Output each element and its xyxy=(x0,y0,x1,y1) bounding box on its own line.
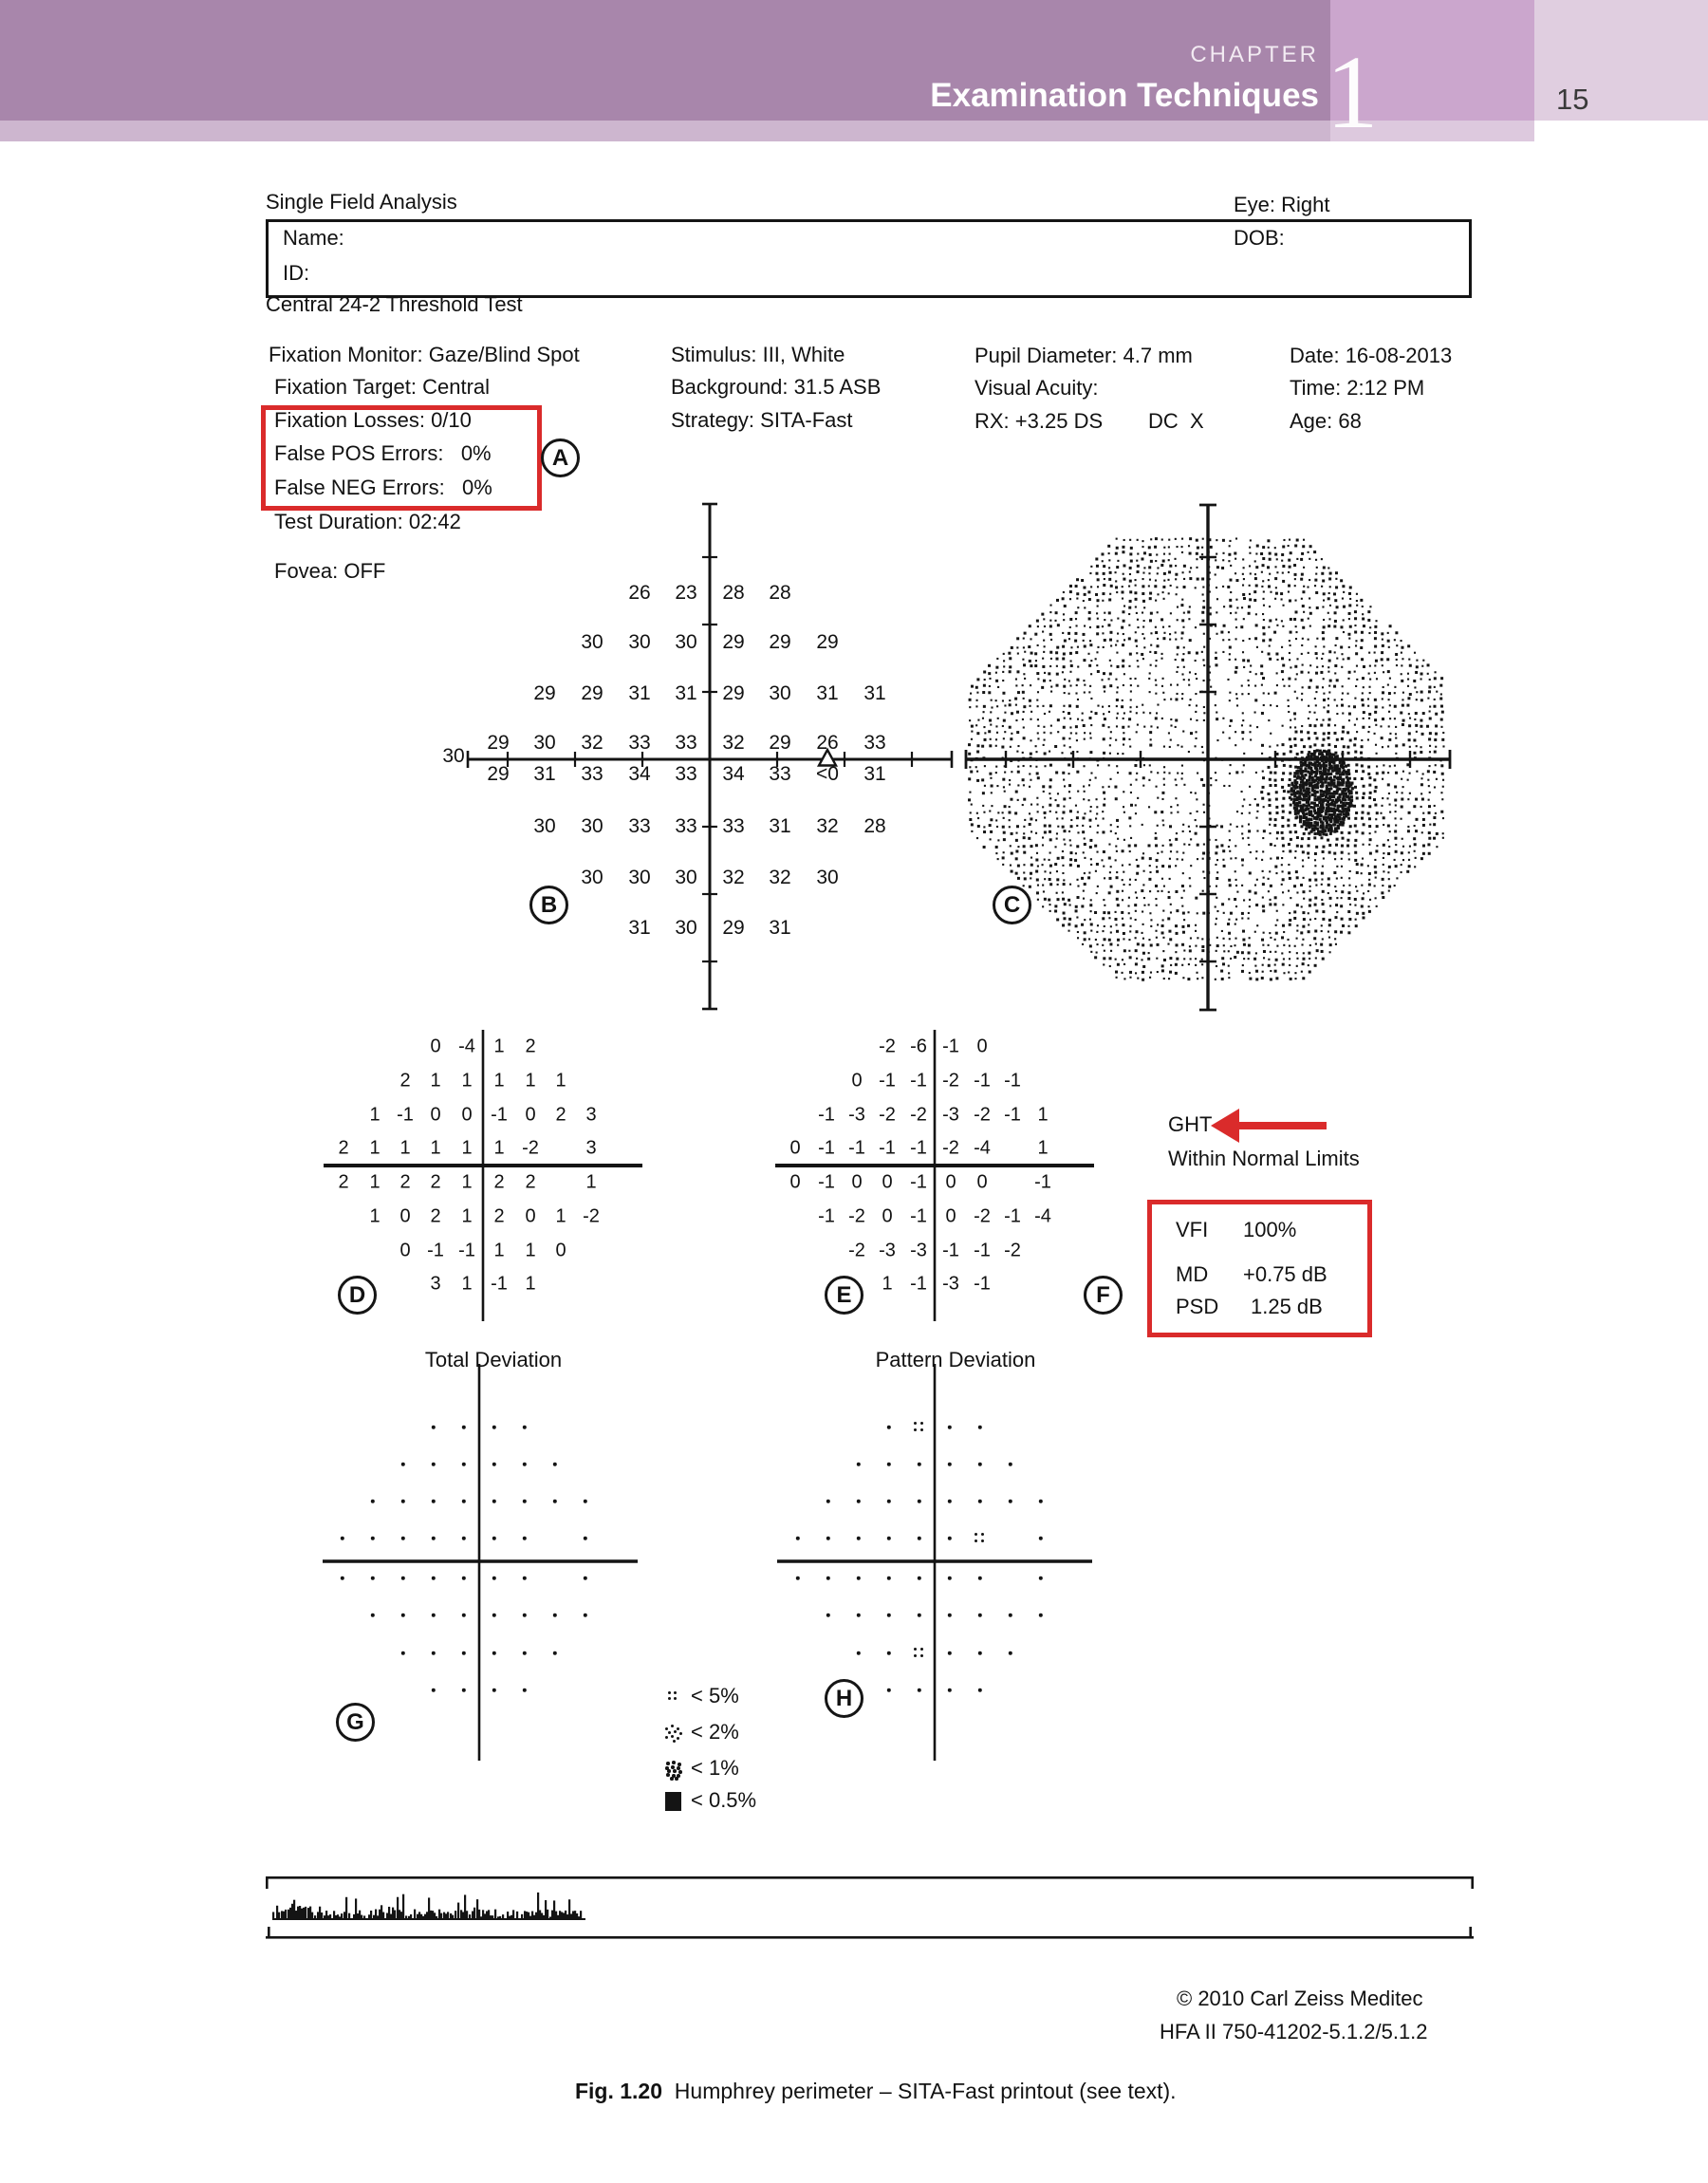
param-strategy: Strategy: SITA-Fast xyxy=(671,408,853,432)
grid-value: -2 xyxy=(522,1137,539,1159)
grid-value: -3 xyxy=(848,1104,865,1126)
patient-box xyxy=(266,219,1472,298)
grid-value: 1 xyxy=(525,1273,536,1295)
annotation-f: F xyxy=(1084,1276,1123,1315)
grid-value: 32 xyxy=(769,867,791,888)
grid-value: -2 xyxy=(583,1205,600,1227)
grid-value: -1 xyxy=(491,1104,508,1126)
chapter-label: CHAPTER xyxy=(1190,42,1319,67)
annotation-h: H xyxy=(825,1679,863,1718)
grid-value: 2 xyxy=(525,1171,536,1193)
grid-value: 31 xyxy=(769,917,791,939)
probability-p5-symbol xyxy=(975,1533,986,1544)
figure-caption xyxy=(380,2052,1347,2131)
figure-caption-number: Fig. 1.20 xyxy=(574,2078,663,2103)
grid-value: 0 xyxy=(525,1104,536,1126)
grid-value: 2 xyxy=(555,1104,566,1126)
grid-value: 29 xyxy=(769,732,791,754)
grid-value: 29 xyxy=(487,732,510,754)
grid-value: 33 xyxy=(863,732,886,754)
grid-value: 0 xyxy=(430,1036,441,1057)
grid-value: 29 xyxy=(722,917,745,939)
grid-value: -2 xyxy=(910,1104,927,1126)
grid-value: 0 xyxy=(430,1104,441,1126)
grid-value: -1 xyxy=(942,1036,959,1057)
grid-value: 0 xyxy=(399,1240,411,1261)
grid-value: 1 xyxy=(369,1205,381,1227)
grid-value: 30 xyxy=(533,815,556,837)
grid-value: 1 xyxy=(493,1137,505,1159)
grid-value: 31 xyxy=(675,682,697,704)
grid-value: -3 xyxy=(942,1104,959,1126)
grid-value: -1 xyxy=(910,1171,927,1193)
grid-value: -3 xyxy=(879,1240,896,1261)
grid-value: -1 xyxy=(879,1137,896,1159)
reliability-highlight-box xyxy=(261,405,542,511)
grid-value: -1 xyxy=(879,1070,896,1092)
grid-value: 0 xyxy=(882,1171,893,1193)
param-stimulus: Stimulus: III, White xyxy=(671,343,845,366)
annotation-a: A xyxy=(541,438,580,477)
grid-value: 1 xyxy=(430,1070,441,1092)
grid-value: -1 xyxy=(974,1273,991,1295)
legend-p2-symbol xyxy=(664,1724,683,1743)
grid-value: 28 xyxy=(769,582,791,604)
legend-p1-label: < 1% xyxy=(691,1756,739,1780)
grid-value: -1 xyxy=(1004,1104,1021,1126)
param-age: Age: 68 xyxy=(1290,409,1362,433)
grid-value: 1 xyxy=(525,1070,536,1092)
footer-device: HFA II 750-41202-5.1.2/5.1.2 xyxy=(1160,2020,1428,2043)
grid-value: 29 xyxy=(487,763,510,785)
grid-value: 31 xyxy=(628,682,651,704)
grid-value: -1 xyxy=(910,1205,927,1227)
grid-value: 30 xyxy=(581,815,603,837)
grid-value: -2 xyxy=(879,1036,896,1057)
grid-value: -1 xyxy=(491,1273,508,1295)
grid-value: 32 xyxy=(581,732,603,754)
grid-value: 1 xyxy=(461,1273,473,1295)
param-date: Date: 16-08-2013 xyxy=(1290,344,1453,367)
grid-value: 32 xyxy=(722,732,745,754)
grid-value: -1 xyxy=(427,1240,444,1261)
param-fixation-target: Fixation Target: Central xyxy=(274,375,491,399)
footer-copyright: © 2010 Carl Zeiss Meditec xyxy=(1177,1987,1423,2010)
probability-p5-symbol xyxy=(914,1648,925,1659)
ght-result: Within Normal Limits xyxy=(1168,1147,1360,1170)
grid-value: 2 xyxy=(338,1137,349,1159)
grid-value: 23 xyxy=(675,582,697,604)
chapter-title: Examination Techniques xyxy=(930,77,1319,114)
grid-value: -1 xyxy=(942,1240,959,1261)
grid-value: -1 xyxy=(1034,1171,1051,1193)
grid-value: -1 xyxy=(974,1240,991,1261)
grid-value: 33 xyxy=(769,763,791,785)
grid-value: 2 xyxy=(399,1070,411,1092)
grid-value: 31 xyxy=(863,682,886,704)
grid-value: 0 xyxy=(851,1171,863,1193)
grid-value: 31 xyxy=(816,682,839,704)
grid-value: 0 xyxy=(399,1205,411,1227)
grid-value: -1 xyxy=(910,1137,927,1159)
test-name: Central 24-2 Threshold Test xyxy=(266,292,523,316)
figure-caption-text: Humphrey perimeter – SITA-Fast printout (see text). xyxy=(662,2078,1177,2103)
grid-value: -1 xyxy=(818,1205,835,1227)
grid-value: 0 xyxy=(945,1205,956,1227)
param-fovea: Fovea: OFF xyxy=(274,559,386,583)
grid-value: 30 xyxy=(533,732,556,754)
grid-value: -1 xyxy=(458,1240,475,1261)
grid-value: 1 xyxy=(493,1070,505,1092)
grid-value: -1 xyxy=(1004,1070,1021,1092)
grid-value: -1 xyxy=(818,1171,835,1193)
grid-value: 1 xyxy=(555,1205,566,1227)
grid-value: 29 xyxy=(816,631,839,653)
grid-value: 26 xyxy=(628,582,651,604)
annotation-e: E xyxy=(825,1276,863,1315)
grid-value: 1 xyxy=(369,1104,381,1126)
param-rx-dc: DC X xyxy=(1148,409,1204,433)
grid-value: 29 xyxy=(722,631,745,653)
legend-p5-symbol xyxy=(664,1688,683,1707)
grid-value: 2 xyxy=(525,1036,536,1057)
param-fixation-monitor: Fixation Monitor: Gaze/Blind Spot xyxy=(269,343,580,366)
annotation-g: G xyxy=(336,1703,375,1742)
grid-value: 0 xyxy=(882,1205,893,1227)
chapter-number: 1 xyxy=(1326,34,1379,150)
grid-value: -3 xyxy=(910,1240,927,1261)
id-label: ID: xyxy=(283,261,310,285)
param-test-duration: Test Duration: 02:42 xyxy=(274,510,461,533)
grid-value: 32 xyxy=(722,867,745,888)
grid-value: 2 xyxy=(399,1171,411,1193)
vfi-label: VFI xyxy=(1176,1218,1209,1241)
grid-value: 32 xyxy=(816,815,839,837)
threshold-edge-label: 30 xyxy=(442,745,465,767)
grid-value: 34 xyxy=(628,763,651,785)
grid-value: 1 xyxy=(461,1070,473,1092)
grid-value: 33 xyxy=(722,815,745,837)
param-rx: RX: +3.25 DS xyxy=(975,409,1104,433)
grid-value: 30 xyxy=(816,867,839,888)
grid-value: -4 xyxy=(1034,1205,1051,1227)
grid-value: 30 xyxy=(675,631,697,653)
grid-value: 31 xyxy=(769,815,791,837)
grid-value: 28 xyxy=(863,815,886,837)
grid-value: 0 xyxy=(851,1070,863,1092)
psd-label: PSD xyxy=(1176,1295,1219,1318)
grid-value: 33 xyxy=(675,732,697,754)
grid-value: 1 xyxy=(461,1137,473,1159)
grid-value: 30 xyxy=(628,631,651,653)
grid-value: -6 xyxy=(910,1036,927,1057)
grid-value: 33 xyxy=(675,763,697,785)
grid-value: -2 xyxy=(942,1137,959,1159)
grid-value: -1 xyxy=(974,1070,991,1092)
page-number: 15 xyxy=(1556,83,1589,116)
grid-value: 1 xyxy=(493,1240,505,1261)
grid-value: -1 xyxy=(818,1104,835,1126)
md-label: MD xyxy=(1176,1262,1209,1286)
grid-value: 30 xyxy=(628,867,651,888)
grid-value: 0 xyxy=(525,1205,536,1227)
grid-value: 1 xyxy=(461,1171,473,1193)
legend-p1-symbol xyxy=(664,1760,683,1779)
grid-value: -2 xyxy=(848,1240,865,1261)
name-label: Name: xyxy=(283,226,344,250)
eye-label: Eye: Right xyxy=(1234,193,1330,216)
grid-value: 29 xyxy=(581,682,603,704)
grid-value: -4 xyxy=(974,1137,991,1159)
grid-value: 0 xyxy=(789,1137,801,1159)
grid-value: 2 xyxy=(430,1205,441,1227)
grid-value: 1 xyxy=(882,1273,893,1295)
grid-value: 33 xyxy=(675,815,697,837)
grid-value: 30 xyxy=(581,631,603,653)
grid-value: 34 xyxy=(722,763,745,785)
md-value: +0.75 dB xyxy=(1243,1262,1327,1286)
grid-value: 33 xyxy=(581,763,603,785)
grid-value: -1 xyxy=(397,1104,414,1126)
grid-value: -2 xyxy=(942,1070,959,1092)
grid-value: 29 xyxy=(533,682,556,704)
grid-value: 30 xyxy=(675,867,697,888)
grid-value: 30 xyxy=(675,917,697,939)
grid-value: 1 xyxy=(555,1070,566,1092)
grid-value: 1 xyxy=(525,1240,536,1261)
grid-value: 33 xyxy=(628,815,651,837)
grid-value: -1 xyxy=(910,1070,927,1092)
grid-value: 1 xyxy=(493,1036,505,1057)
grid-value: 1 xyxy=(1037,1137,1049,1159)
grid-value: -2 xyxy=(974,1104,991,1126)
ght-label: GHT xyxy=(1168,1112,1213,1136)
grid-value: 29 xyxy=(722,682,745,704)
grid-value: 30 xyxy=(769,682,791,704)
grid-value: 0 xyxy=(976,1171,988,1193)
grid-value: -1 xyxy=(1004,1205,1021,1227)
legend-p05-symbol xyxy=(664,1792,683,1811)
grid-value: 1 xyxy=(369,1171,381,1193)
grid-value: 1 xyxy=(461,1205,473,1227)
grid-value: 30 xyxy=(581,867,603,888)
annotation-b: B xyxy=(529,886,568,924)
grid-value: 31 xyxy=(863,763,886,785)
grid-value: -3 xyxy=(942,1273,959,1295)
grid-value: 28 xyxy=(722,582,745,604)
grid-value: 0 xyxy=(789,1171,801,1193)
grid-value: -1 xyxy=(848,1137,865,1159)
grid-value: 0 xyxy=(555,1240,566,1261)
grid-value: 1 xyxy=(369,1137,381,1159)
param-false-neg: False NEG Errors: 0% xyxy=(274,476,492,499)
grid-value: -2 xyxy=(879,1104,896,1126)
grid-value: 31 xyxy=(628,917,651,939)
grid-value: 2 xyxy=(430,1171,441,1193)
report-title: Single Field Analysis xyxy=(266,190,457,214)
param-fixation-losses: Fixation Losses: 0/10 xyxy=(274,408,472,432)
grid-value: -1 xyxy=(910,1273,927,1295)
total-deviation-title: Total Deviation xyxy=(424,1348,563,1371)
grid-value: 2 xyxy=(493,1205,505,1227)
legend-p5-label: < 5% xyxy=(691,1684,739,1707)
grid-value: 0 xyxy=(945,1171,956,1193)
grid-value: 1 xyxy=(1037,1104,1049,1126)
param-visual-acuity: Visual Acuity: xyxy=(975,376,1099,400)
vfi-value: 100% xyxy=(1243,1218,1297,1241)
grid-value: -2 xyxy=(974,1205,991,1227)
grid-value: 3 xyxy=(585,1104,597,1126)
grid-value: 0 xyxy=(461,1104,473,1126)
annotation-d: D xyxy=(338,1276,377,1315)
grid-value: 26 xyxy=(816,732,839,754)
dob-label: DOB: xyxy=(1234,226,1285,250)
grid-value: 3 xyxy=(585,1137,597,1159)
grid-value: 3 xyxy=(430,1273,441,1295)
grid-value: -2 xyxy=(1004,1240,1021,1261)
param-background: Background: 31.5 ASB xyxy=(671,375,882,399)
grid-value: 33 xyxy=(628,732,651,754)
grid-value: 2 xyxy=(493,1171,505,1193)
param-false-pos: False POS Errors: 0% xyxy=(274,441,492,465)
grid-value: 0 xyxy=(976,1036,988,1057)
probability-p5-symbol xyxy=(914,1422,925,1433)
grid-value: 29 xyxy=(769,631,791,653)
legend-p2-label: < 2% xyxy=(691,1720,739,1744)
legend-p05-label: < 0.5% xyxy=(691,1788,757,1812)
param-time: Time: 2:12 PM xyxy=(1290,376,1425,400)
grid-value: -1 xyxy=(818,1137,835,1159)
grid-value: -2 xyxy=(848,1205,865,1227)
grid-value: 1 xyxy=(399,1137,411,1159)
psd-value: 1.25 dB xyxy=(1251,1295,1323,1318)
annotation-c: C xyxy=(993,886,1031,924)
pattern-deviation-title: Pattern Deviation xyxy=(875,1348,1036,1371)
grid-value: 1 xyxy=(585,1171,597,1193)
param-pupil: Pupil Diameter: 4.7 mm xyxy=(975,344,1193,367)
grid-value: 31 xyxy=(533,763,556,785)
grid-value: -4 xyxy=(458,1036,475,1057)
grid-value: 1 xyxy=(430,1137,441,1159)
grid-value: 2 xyxy=(338,1171,349,1193)
grid-value: <0 xyxy=(816,763,839,785)
